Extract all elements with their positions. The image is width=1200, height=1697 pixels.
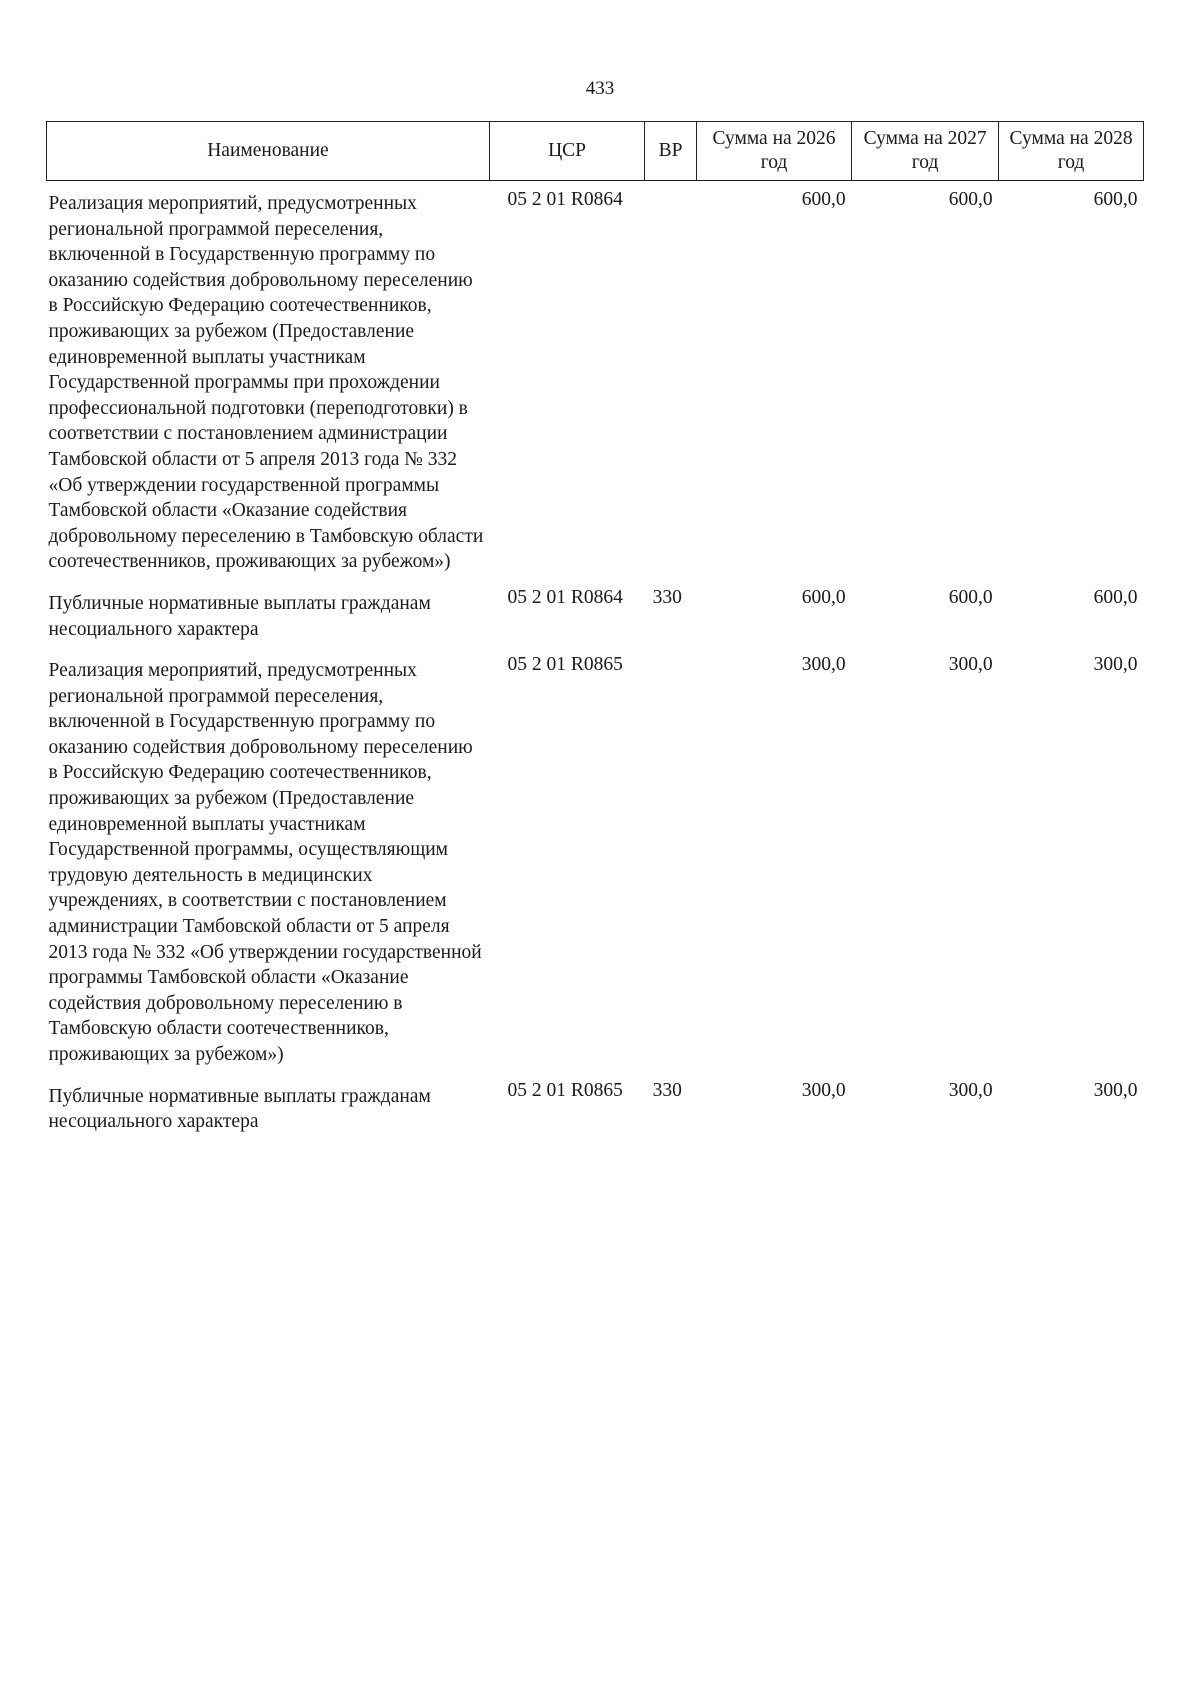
- row-vr: [645, 650, 697, 1076]
- row-sum-2027: 300,0: [948, 1079, 993, 1101]
- row-sum-2027: 600,0: [948, 586, 993, 608]
- header-sum-2028: Сумма на 2028 год: [999, 122, 1144, 181]
- row-sum-2028: 300,0: [1093, 654, 1138, 676]
- row-sum-2026: 300,0: [801, 654, 846, 676]
- header-vr: ВР: [645, 122, 697, 181]
- header-csr: ЦСР: [489, 122, 644, 181]
- row-name: Реализация мероприятий, предусмотренных региональной программой переселения, включенной в Государственную программу по оказанию содействия добровольному переселению в Российскую Федерацию соотечественников, проживающих за рубежом (Предоставление единовременной выплаты участникам Государственной программы при прохождении профессиональной подготовки (переподготовки) в соответствии с постановлением администрации Тамбовской области от 5 апреля 2013 года № 332 «Об утверждении государственной программы Тамбовской области «Оказание содействия добровольному переселению в Тамбовскую области соотечественников, проживающих за рубежом»): [48, 193, 484, 573]
- row-sum-2026: 300,0: [801, 1079, 846, 1101]
- header-sum-2026: Сумма на 2026 год: [696, 122, 851, 181]
- row-csr: 05 2 01 R0864: [507, 189, 623, 210]
- header-name: Наименование: [47, 122, 490, 181]
- table-header-row: [47, 122, 1144, 181]
- row-sum-2026: 600,0: [801, 586, 846, 608]
- row-vr: [645, 181, 697, 583]
- row-sum-2028: 600,0: [1093, 189, 1138, 210]
- row-vr: 330: [652, 586, 682, 608]
- row-csr: 05 2 01 R0865: [507, 1079, 623, 1101]
- row-csr: 05 2 01 R0864: [507, 586, 623, 608]
- row-name: Публичные нормативные выплаты гражданам несоциального характера: [48, 1085, 431, 1133]
- budget-table: [46, 121, 1144, 1143]
- row-sum-2028: 300,0: [1093, 1079, 1138, 1101]
- row-csr: 05 2 01 R0865: [507, 654, 623, 676]
- table-row: [47, 583, 1144, 650]
- table-row: [47, 181, 1144, 583]
- page-number: 433: [585, 78, 615, 99]
- row-name: Публичные нормативные выплаты гражданам несоциального характера: [48, 592, 431, 640]
- row-sum-2028: 600,0: [1093, 586, 1138, 608]
- row-sum-2027: 300,0: [948, 654, 993, 676]
- row-sum-2027: 600,0: [948, 189, 993, 210]
- table-row: [47, 1076, 1144, 1143]
- row-vr: 330: [652, 1079, 682, 1101]
- table-row: [47, 650, 1144, 1076]
- row-name: Реализация мероприятий, предусмотренных региональной программой переселения, включенной в Государственную программу по оказанию содействия добровольному переселению в Российскую Федерацию соотечественников, проживающих за рубежом (Предоставление единовременной выплаты участникам Государственной программы, осуществляющим трудовую деятельность в медицинских учреждениях, в соответствии с постановлением администрации Тамбовской области от 5 апреля 2013 года № 332 «Об утверждении государственной программы Тамбовской области «Оказание содействия добровольному переселению в Тамбовскую области соотечественников, проживающих за рубежом»): [48, 660, 482, 1065]
- row-sum-2026: 600,0: [801, 189, 846, 210]
- header-sum-2027: Сумма на 2027 год: [852, 122, 999, 181]
